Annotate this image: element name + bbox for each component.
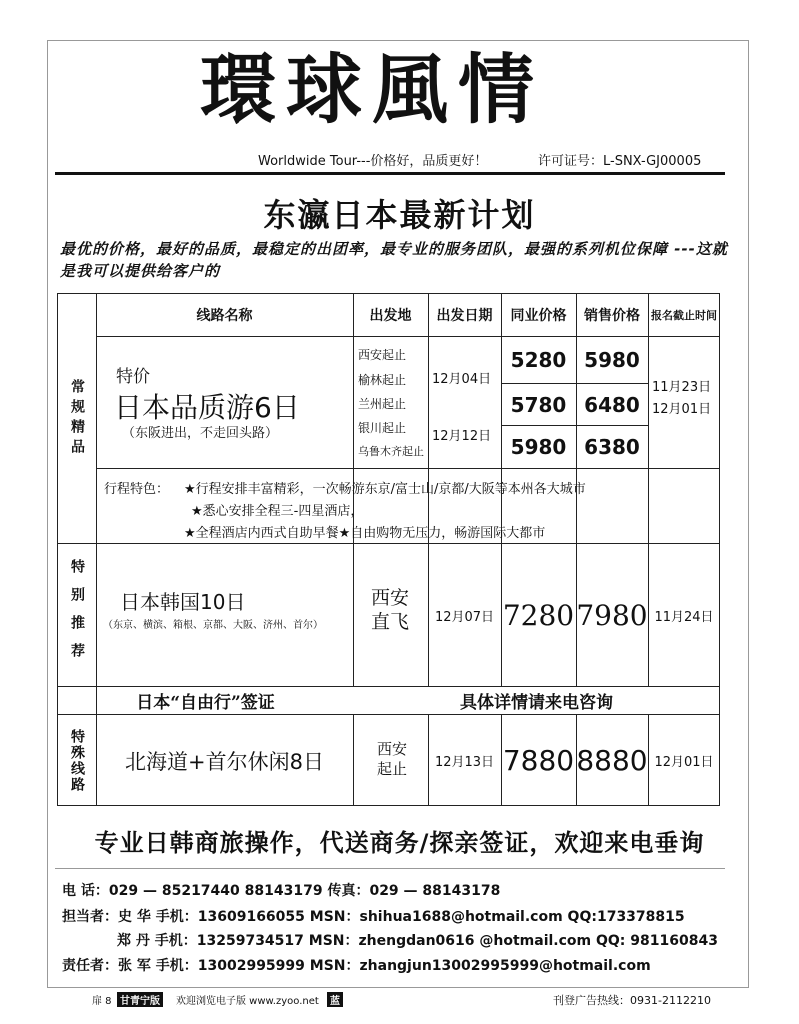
section-label-recommend: 特别推荐 [69, 559, 85, 671]
signup-deadline: 11月24日 [654, 609, 714, 625]
header-divider [55, 172, 725, 175]
departure-city: 榆林起止 [358, 373, 407, 387]
ad-hotline: 刊登广告热线：0931-2112210 [553, 994, 711, 1007]
features-label: 行程特色： [104, 482, 170, 497]
visa-info: 日本“自由行”签证 [136, 692, 275, 713]
route-note: （东阪进出，不走回头路） [122, 426, 279, 441]
departure-city: 西安直飞 [370, 587, 409, 633]
sale-price: 7980 [576, 598, 648, 632]
contact-person: 担当者：史 华 手机：13609166055 MSN：shihua1688@hotmail.com QQ:173378815 [62, 909, 685, 925]
contact-person: 郑 丹 手机：13259734517 MSN：zhengdan0616 @hotmail.com QQ: 981160843 [117, 933, 718, 949]
service-banner: 专业日韩商旅操作，代送商务/探亲签证，欢迎来电垂询 [94, 829, 705, 857]
e-edition-note: 欢迎浏览电子版 www.zyoo.net [176, 996, 319, 1007]
feature-item: ★行程安排丰富精彩，一次畅游东京/富士山/京都/大阪等本州各大城市 [184, 482, 586, 497]
departure-date: 12月04日 [432, 372, 492, 387]
page-number: 扉 8 [92, 996, 112, 1007]
col-sale-price: 销售价格 [584, 308, 640, 324]
trade-price: 5280 [510, 348, 567, 372]
slogan: 最优的价格，最好的品质，最稳定的出团率，最专业的服务团队，最强的系列机位保障 ---这就是我可以提供给客户的 [60, 240, 728, 280]
col-departure: 出发地 [369, 308, 412, 324]
license-number: 许可证号：L-SNX-GJ00005 [538, 154, 702, 169]
route-name: 日本韩国10日 [120, 590, 246, 614]
departure-city: 西安起止 [376, 740, 407, 778]
trade-price: 5980 [510, 435, 567, 459]
col-route-name: 线路名称 [196, 308, 253, 324]
col-trade-price: 同业价格 [510, 308, 567, 324]
color-tag: 蓝 [327, 992, 343, 1007]
section-label-special: 特殊线路 [69, 728, 85, 793]
edition-badge: 甘青宁版 [117, 992, 163, 1007]
brand-logo: 環球風情 [200, 45, 544, 134]
route-name: 日本品质游6日 [114, 391, 300, 424]
departure-city: 西安起止 [358, 348, 407, 362]
signup-deadline: 12月01日 [654, 755, 714, 770]
departure-city: 银川起止 [358, 421, 407, 435]
signup-deadline: 11月23日 [652, 380, 712, 395]
trade-price: 7880 [502, 744, 575, 777]
route-name: 北海道+首尔休闲8日 [125, 749, 324, 774]
responsible-person: 责任者：张 军 手机：13002995999 MSN：zhangjun13002995999@hotmail.com [62, 958, 651, 974]
departure-date: 12月12日 [432, 429, 492, 444]
departure-city: 兰州起止 [358, 397, 407, 411]
col-date: 出发日期 [436, 308, 493, 324]
trade-price: 5780 [510, 392, 567, 417]
section-label-regular: 常规精品 [69, 378, 85, 459]
sale-price: 6480 [584, 392, 640, 417]
departure-city: 乌鲁木齐起止 [358, 445, 424, 458]
special-price-tag: 特价 [116, 367, 150, 387]
signup-deadline: 12月01日 [652, 402, 712, 417]
sale-price: 6380 [584, 435, 640, 459]
col-deadline: 报名截止时间 [651, 309, 717, 322]
feature-item: ★全程酒店内西式自助早餐★自由购物无压力，畅游国际大都市 [184, 526, 546, 541]
route-note: （东京、横滨、箱根、京都、大阪、济州、首尔） [103, 620, 323, 631]
phone-fax-line: 电 话：029 — 85217440 88143179 传真：029 — 88143178 [62, 883, 501, 899]
tagline: Worldwide Tour---价格好，品质更好！ [258, 154, 488, 169]
tour-table [57, 293, 720, 806]
consult-info: 具体详情请来电咨询 [460, 692, 613, 713]
feature-item: ★悉心安排全程三-四星酒店， [191, 504, 364, 519]
trade-price: 7280 [502, 598, 575, 632]
sale-price: 8880 [576, 744, 648, 777]
contact-divider [55, 868, 725, 869]
sale-price: 5980 [584, 348, 640, 372]
departure-date: 12月07日 [434, 609, 495, 625]
page-headline: 东瀛日本最新计划 [263, 196, 536, 234]
departure-date: 12月13日 [434, 755, 495, 770]
